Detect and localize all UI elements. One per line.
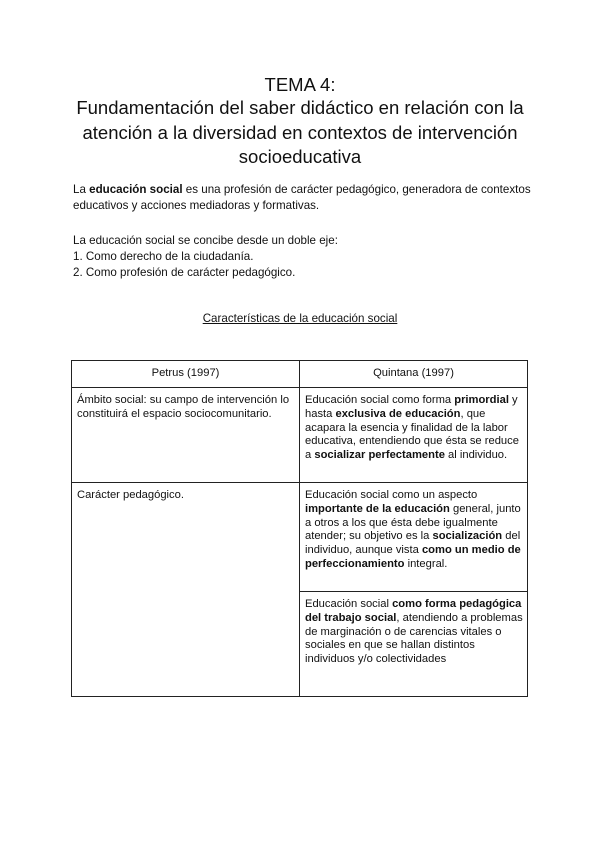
bold-run: socialización [432,530,503,543]
bold-run: importante de la educación [305,502,450,515]
bold-run: socializar perfectamente [314,449,445,462]
cell-quintana-3 [300,592,528,697]
text-run: integral. [404,557,448,570]
text-run: al individuo. [444,449,508,462]
intro-text-post: es una profesión de carácter pedagógico, generadora de contextos educativos y acciones mediadoras y formativas. [73,183,531,212]
header-quintana: Quintana (1997) [300,361,528,388]
doc-title-line-1: TEMA 4: [264,74,336,95]
characteristics-table [71,360,528,697]
text-run: Educación social como forma [305,394,455,406]
axes-item-2: 2. Como profesión de carácter pedagógico. [73,266,296,279]
cell-petrus-1: Ámbito social: su campo de intervención lo constituirá el espacio sociocomunitario. [72,388,300,483]
doc-title-line-4: socioeducativa [238,146,362,167]
text-run: , atendiendo a problemas de marginación o de carencias vitales o sociales en que se hallan distintos individuos y/o colectividades [305,611,523,666]
axes-item-1: 1. Como derecho de la ciudadanía. [73,250,254,263]
cell-petrus-2: Carácter pedagógico. [72,483,300,697]
intro-text-bold: educación social [89,183,183,196]
header-petrus: Petrus (1997) [72,361,300,388]
text-run: , que acapara la esencia y finalidad de la labor educativa, entendiendo que ésta se reduce a [305,407,519,462]
intro-paragraph [73,182,533,214]
bold-run: primordial [454,394,509,406]
text-run: y hasta [305,394,518,420]
intro-text-pre: La [73,183,90,196]
table-header-row [72,361,528,388]
cell-quintana-2 [300,483,528,592]
bold-run: como forma pedagógica del trabajo social [305,598,522,624]
doc-title-line-3: atención a la diversidad en contextos de intervención [82,122,518,143]
axes-paragraph [73,233,533,281]
text-run: Educación social [305,598,393,610]
text-run: del individuo, aunque vista [305,530,521,557]
table-caption: Características de la educación social [202,312,398,325]
bold-run: como un medio de perfeccionamiento [305,544,521,570]
text-run: general, junto a otros a los que ésta debe igualmente atender; su objetivo es la [305,502,521,543]
axes-intro: La educación social se concibe desde un doble eje: [73,234,338,247]
text-run: Educación social como un aspecto [305,489,478,501]
table-row [72,388,528,483]
doc-title-line-2: Fundamentación del saber didáctico en relación con la [76,97,524,118]
bold-run: exclusiva de educación [335,407,461,420]
table-row [72,483,528,592]
cell-quintana-1 [300,388,528,483]
